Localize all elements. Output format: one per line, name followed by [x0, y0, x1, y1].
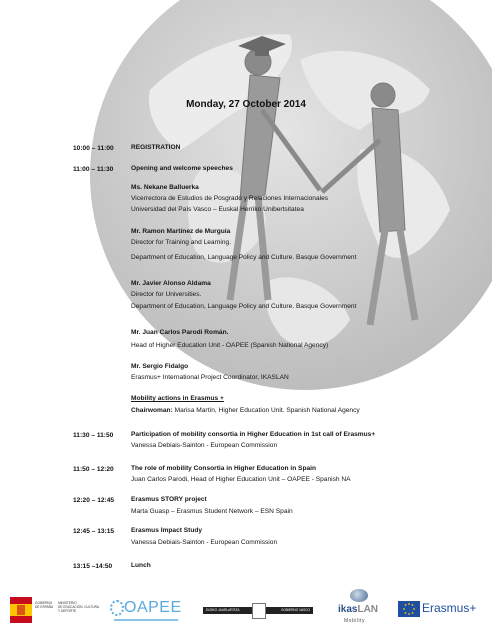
session-speaker: Vanessa Debiais-Sainton - European Commission [131, 442, 278, 449]
oapee-circle-icon [110, 600, 124, 616]
session-title: Erasmus STORY project [131, 496, 207, 503]
erasmus-plus-logo [398, 599, 488, 621]
session-title: Erasmus Impact Study [131, 527, 203, 534]
speaker-name: Mr. Javier Alonso Aldama [131, 280, 211, 287]
ikaslan-globe-icon [350, 589, 368, 602]
spain-shield-icon [10, 597, 32, 623]
session-time: 11:30 – 11:50 [73, 432, 114, 439]
session-time: 11:50 – 12:20 [73, 466, 114, 473]
gobierno-espana-logo [10, 597, 100, 627]
page-title: Monday, 27 October 2014 [186, 99, 306, 110]
gobierno-vasco-text: GOBIERNO VASCO [281, 608, 310, 612]
session-title: Participation of mobility consortia in Higher Education in 1st call of Erasmus+ [131, 431, 376, 438]
opening-time: 11:00 – 11:30 [73, 166, 114, 173]
session-speaker: Juan Carlos Parodi, Head of Higher Education Unit – OAPEE - Spanish NA [131, 476, 351, 483]
session-time: 12:45 – 13:15 [73, 528, 115, 535]
speaker-org: Universidad del País Vasco – Euskal Herriko Unibertsitatea [131, 206, 304, 213]
oapee-text: OAPEE [124, 599, 182, 616]
speaker-role: Erasmus+ International Project Coordinator, IKASLAN [131, 374, 289, 381]
chair-text: Marisa Martín, Higher Education Unit. Spanish National Agency [172, 407, 360, 414]
speaker-name: Mr. Ramon Martínez de Murguía [131, 228, 231, 235]
speaker-role: Vicerrectora de Estudios de Posgrado y Relaciones Internacionales [131, 195, 329, 202]
registration-title: REGISTRATION [131, 144, 181, 151]
session-speaker: Vanessa Debiais-Sainton - European Commission [131, 539, 278, 546]
speaker-org: Department of Education, Language Policy and Culture. Basque Government [131, 254, 357, 261]
speaker-role: Director for Training and Learning. [131, 239, 232, 246]
session-speaker: Marta Guasp – Erasmus Student Network – ESN Spain [131, 508, 293, 515]
opening-title: Opening and welcome speeches [131, 165, 233, 172]
gobierno-vasco-logo [203, 607, 313, 627]
gobierno-text: GOBIERNO DE ESPAÑA [35, 601, 54, 609]
eu-flag-icon [398, 601, 420, 617]
chair-line [131, 405, 360, 416]
ikaslan-subtitle: Mobility [344, 618, 365, 624]
speaker-org: Department of Education, Language Policy and Culture. Basque Government [131, 303, 357, 310]
speaker-role: Head of Higher Education Unit - OAPEE (Spanish National Agency) [131, 342, 329, 349]
speaker-role: Director for Universities. [131, 291, 202, 298]
basque-emblem-icon [252, 603, 266, 619]
section-heading: Mobility actions in Erasmus + [131, 395, 224, 402]
speaker-name: Mr. Juan Carlos Parodi Román. [131, 329, 229, 336]
oapee-logo [110, 597, 180, 627]
registration-time: 10:00 – 11:00 [73, 145, 114, 152]
ikaslan-text: ikasLAN [338, 604, 379, 615]
speaker-name: Ms. Nekane Balluerka [131, 184, 199, 191]
session-title: The role of mobility Consortia in Higher Education in Spain [131, 465, 317, 472]
sponsor-logos [0, 585, 492, 637]
eusko-jaurlaritza-text: EUSKO JAURLARITZA [206, 608, 240, 612]
lunch-time: 13:15 –14:50 [73, 563, 113, 570]
ministerio-text: MINISTERIO DE EDUCACIÓN, CULTURA Y DEPORTE [58, 601, 100, 613]
erasmus-text: Erasmus+ [422, 601, 477, 615]
speaker-name: Mr. Sergio Fidalgo [131, 363, 189, 370]
ikaslan-logo [338, 589, 384, 629]
chair-label: Chairwoman: [131, 407, 173, 414]
session-time: 12:20 – 12:45 [73, 497, 115, 504]
lunch-title: Lunch [131, 562, 151, 569]
